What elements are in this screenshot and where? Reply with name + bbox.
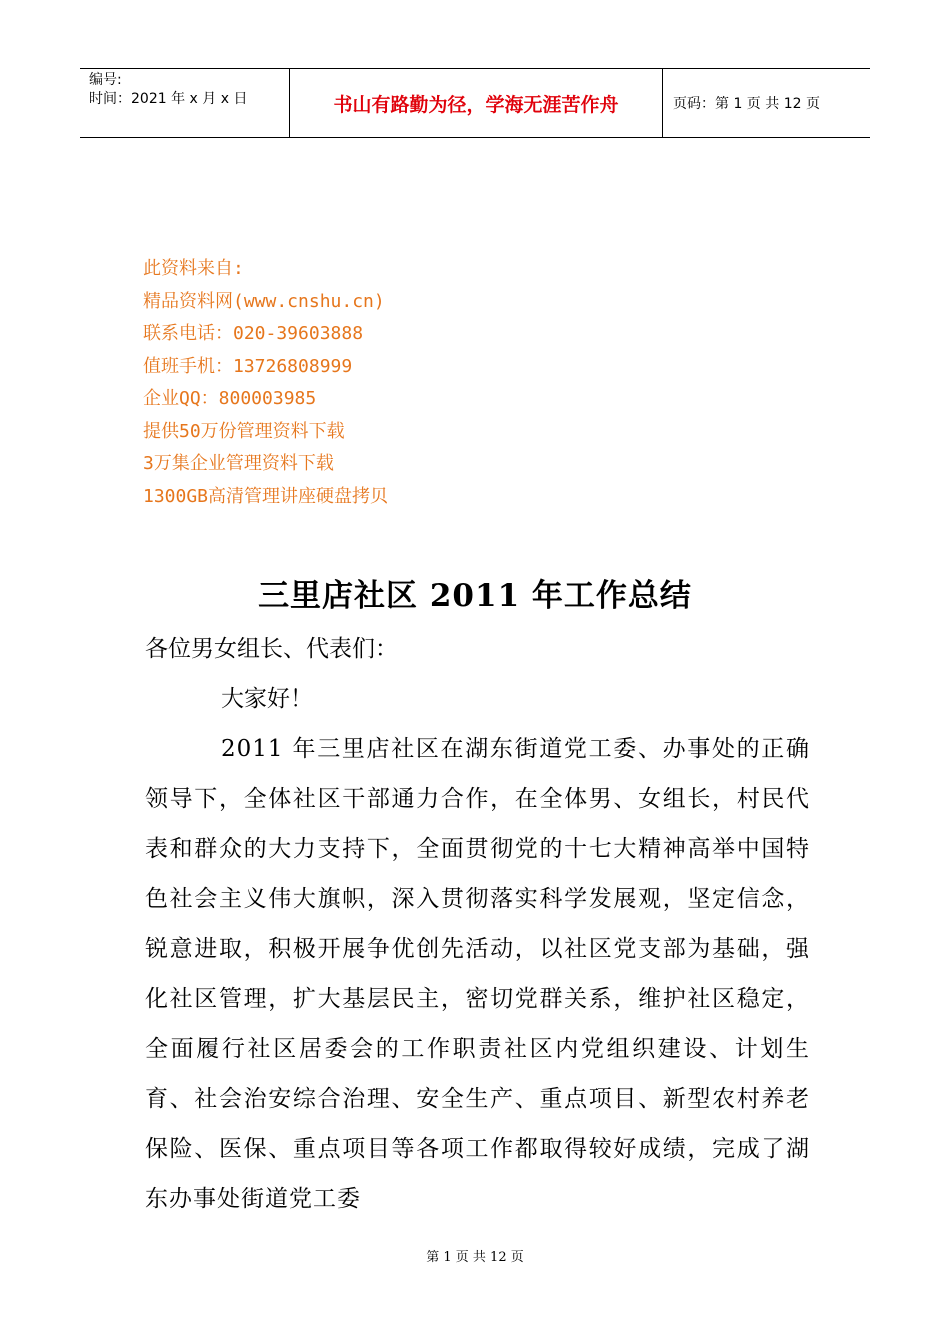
document-body bbox=[145, 624, 810, 1224]
source-line: 联系电话：020-39603888 bbox=[143, 323, 364, 344]
source-line: 3万集企业管理资料下载 bbox=[143, 453, 334, 474]
number-label: 编号: bbox=[89, 72, 122, 88]
salutation: 各位男女组长、代表们： bbox=[145, 636, 398, 662]
time-label: 时间：2021 年 x 月 x 日 bbox=[89, 91, 248, 107]
header-page-info: 页码：第 1 页 共 12 页 bbox=[673, 96, 820, 112]
source-line: 企业QQ：800003985 bbox=[143, 388, 317, 409]
page-footer: 第 1 页 共 12 页 bbox=[426, 1250, 524, 1265]
header-meta bbox=[80, 69, 290, 137]
source-line: 1300GB高清管理讲座硬盘拷贝 bbox=[143, 485, 389, 507]
header-motto: 书山有路勤为径，学海无涯苦作舟 bbox=[290, 69, 663, 137]
source-line: 值班手机：13726808999 bbox=[143, 355, 353, 377]
page-header bbox=[80, 68, 870, 138]
source-line: 提供50万份管理资料下载 bbox=[143, 420, 345, 442]
document-title: 三里店社区 2011 年工作总结 bbox=[258, 578, 692, 614]
source-line: 精品资料网(www.cnshu.cn) bbox=[143, 290, 385, 312]
source-line: 此资料来自: bbox=[143, 258, 244, 279]
greeting: 大家好！ bbox=[221, 686, 313, 712]
source-info-block bbox=[143, 253, 388, 513]
body-paragraph: 2011 年三里店社区在湖东街道党工委、办事处的正确领导下，全体社区干部通力合作，在全体男、女组长，村民代表和群众的大力支持下，全面贯彻党的十七大精神高举中国特色社会主义伟大旗帜，深入贯彻落实科学发展观，坚定信念，锐意进取，积极开展争优创先活动，以社区党支部为基础，强化社区管理，扩大基层民主，密切党群关系，维护社区稳定，全面履行社区居委会的工作职责社区内党组织建设、计划生育、社会治安综合治理、安全生产、重点项目、新型农村养老保险、医保、重点项目等各项工作都取得较好成绩，完成了湖东办事处街道党工委 bbox=[145, 736, 810, 1212]
